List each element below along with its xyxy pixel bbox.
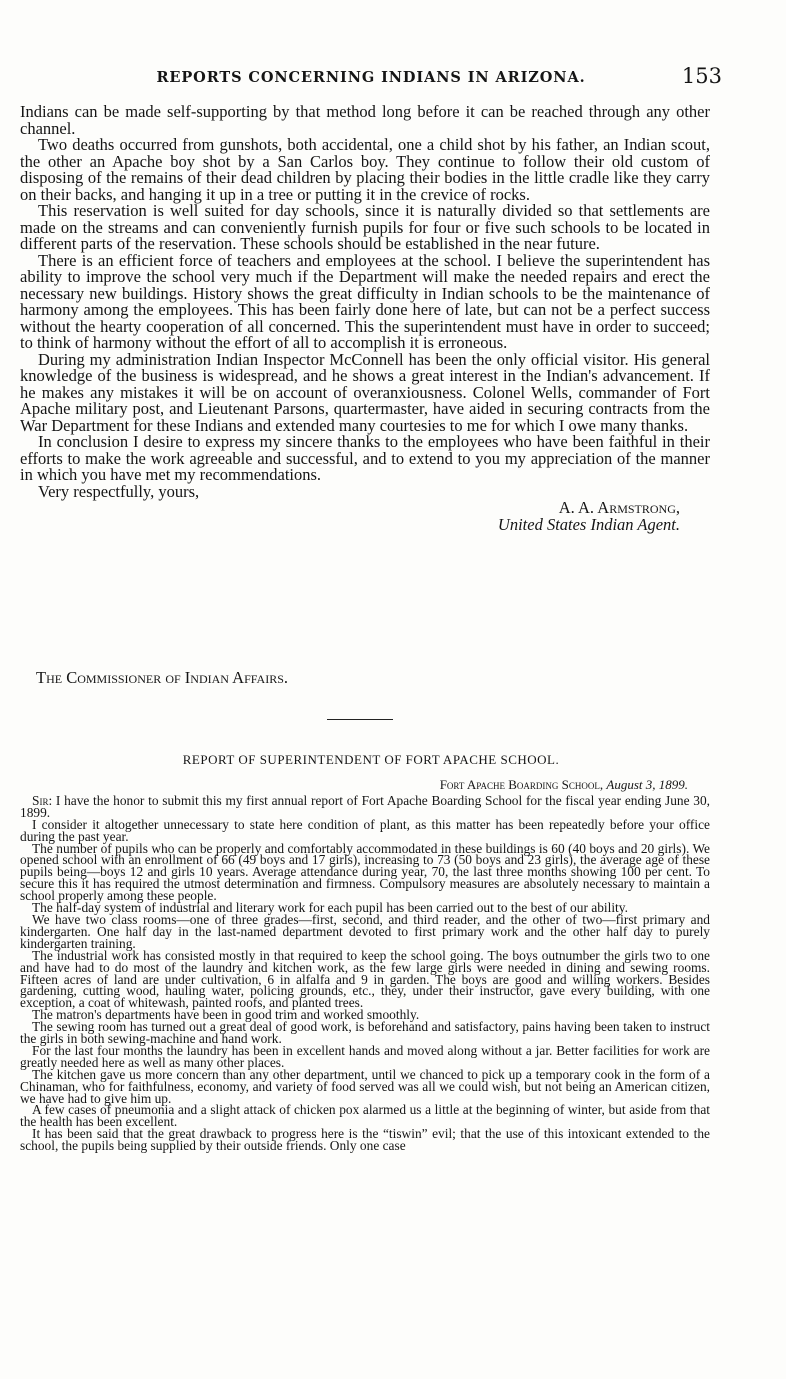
section-divider (327, 719, 393, 720)
paragraph: This reservation is well suited for day schools, since it is naturally divided so that settlements are made on the streams and can conveniently furnish pupils for four or five such schools to be located in different parts of the reservation. These schools should be established in the near future. (20, 201, 710, 253)
signature-block (20, 500, 680, 533)
agent-report (20, 104, 710, 533)
school-report (20, 779, 710, 1152)
paragraph: The matron's departments have been in good trim and worked smoothly. (32, 1007, 420, 1023)
salutation: Sir: (32, 792, 53, 808)
paragraph: The kitchen gave us more concern than any other department, until we chanced to pick up a temporary cook in the form of a Chinaman, who for faithfulness, economy, and variety of food served was all we could wish, but not being an American citizen, we have had to give him up. (20, 1066, 710, 1106)
dateline-school: Fort Apache Boarding School, (439, 777, 604, 792)
paragraph: The industrial work has consisted mostly in that required to keep the school going. The boys outnumber the girls two to one and have had to do most of the laundry and kitchen work, as the few large girls were needed in dining and sewing rooms. Fifteen acres of land are under cultivation, 6 in alfalfa and 9 in garden. The boys are good and willing workers. Besides gardening, cutting wood, hauling water, policing grounds, etc., they, under their instructor, gave every building, with one exception, a coat of whitewash, painted roofs, and planted trees. (20, 947, 710, 1011)
paragraph: In conclusion I desire to express my sincere thanks to the employees who have been faithful in their efforts to make the work agreeable and successful, and to extend to you my appreciation of the manner in which you have met my recommendations. (20, 432, 710, 484)
page-header (20, 64, 722, 94)
paragraph: There is an efficient force of teachers and employees at the school. I believe the superintendent has ability to improve the school very much if the Department will make the needed repairs and erect the necessary new buildings. History shows the great difficulty in Indian schools to be the maintenance of harmony among the employees. This has been fairly done here of late, but can not be a perfect success without the hearty cooperation of all concerned. This the superintendent must have in order to succeed; to think of harmony without the effort of all to accomplish it is erroneous. (20, 250, 710, 352)
paragraph: Two deaths occurred from gunshots, both accidental, one a child shot by his father, an Indian scout, the other an Apache boy shot by a San Carlos boy. They continue to follow their old custom of disposing of the remains of their dead children by placing their bodies in the little cradle like they carry on their backs, and hanging it up in a tree or putting it in the crevice of rocks. (20, 135, 710, 204)
paragraph: During my administration Indian Inspector McConnell has been the only official visitor. His general knowledge of the business is widespread, and he shows a great interest in the Indian's advancement. If he makes any mistakes it will be on account of overanxiousness. Colonel Wells, commander of Fort Apache military post, and Lieutenant Parsons, quartermaster, have aided in securing contracts from the War Department for these Indians and extended many courtesies to me for which I owe many thanks. (20, 349, 710, 435)
signature-name: A. A. Armstrong, (558, 498, 680, 517)
paragraph: We have two class rooms—one of three grades—first, second, and third reader, and the other of two—first primary and kindergarten. One half day in the last-named department devoted to first primary work and the other half day to purely kindergarten training. (20, 911, 710, 951)
paragraph: I consider it altogether unnecessary to state here condition of plant, as this matter has been repeatedly before your office during the past year. (20, 816, 710, 844)
report-title: REPORT OF SUPERINTENDENT OF FORT APACHE SCHOOL. (182, 752, 560, 767)
paragraph: A few cases of pneumonia and a slight attack of chicken pox alarmed us a little at the beginning of winter, but aside from that the health has been excellent. (20, 1102, 710, 1130)
paragraph: For the last four months the laundry has been in excellent hands and moved along without a jar. Better facilities for work are greatly needed here as well as many other places. (20, 1042, 710, 1070)
paragraph: The sewing room has turned out a great deal of good work, is beforehand and satisfactory, pains having been taken to instruct the girls in both sewing-machine and hand work. (20, 1019, 710, 1047)
addressee: The Commissioner of Indian Affairs. (36, 668, 289, 687)
paragraph: It has been said that the great drawback to progress here is the “tiswin” evil; that the use of this intoxicant extended to the school, the pupils being supplied by their outside friends. Only one case (20, 1126, 710, 1154)
closing: Very respectfully, yours, (38, 481, 200, 501)
dateline-date: August 3, 1899. (606, 777, 688, 792)
paragraph: Indians can be made self-supporting by that method long before it can be reached through any other channel. (20, 102, 710, 138)
page-number: 153 (681, 64, 722, 88)
running-title: REPORTS CONCERNING INDIANS IN ARIZONA. (156, 69, 586, 86)
paragraph-text: I have the honor to submit this my first annual report of Fort Apache Boarding School for the fiscal year ending June 30, 1899. (20, 792, 710, 820)
signature-title: United States Indian Agent. (497, 514, 680, 534)
paragraph (20, 792, 710, 820)
paragraph: The number of pupils who can be properly and comfortably accommodated in these buildings is 60 (40 boys and 20 girls). We opened school with an enrollment of 66 (49 boys and 17 girls), increasing to 73 (50 boys and 23 girls), the average age of these pupils being—boys 12 and girls 10 years. Average attendance during year, 70, the last three months showing 100 per cent. To secure this it has required the utmost determination and firmness. Compulsory measures are absolutely necessary to maintain a school properly among these people. (20, 840, 710, 904)
dateline (20, 779, 710, 791)
paragraph: The half-day system of industrial and literary work for each pupil has been carried out to the best of our ability. (32, 900, 628, 916)
